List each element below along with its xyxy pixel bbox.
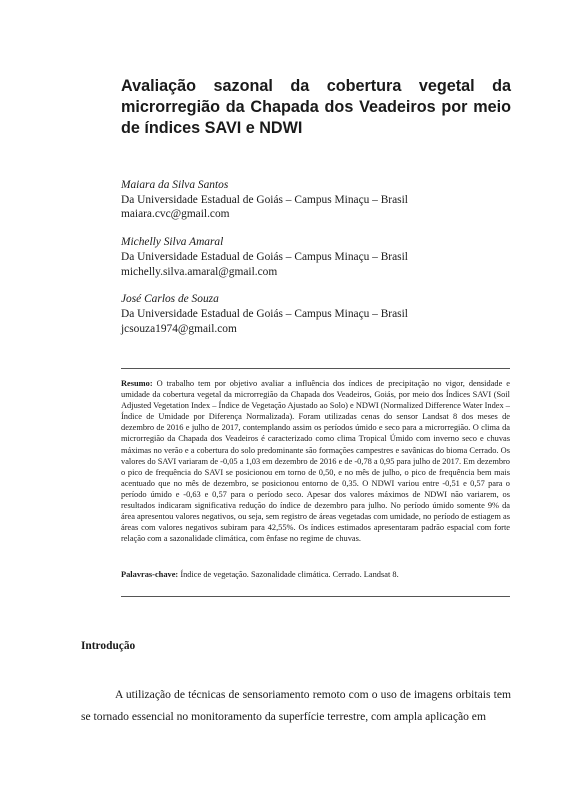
author-name: Maiara da Silva Santos — [121, 179, 229, 191]
author-affiliation: Da Universidade Estadual de Goiás – Campus Minaçu – Brasil — [121, 250, 408, 263]
abstract-text: O trabalho tem por objetivo avaliar a influência dos índices de precipitação no vigor, densidade e umidade da cobertura vegetal da microrregião da Chapada dos Veadeiros, Goiás, por meio dos Índices SAVI (Soil Adjusted Vegetation Index – Índice de Vegetação Ajustado ao Solo) e NDWI (Normalized Difference Water Index – Índice de Umidade por Diferença Normalizada). Foram utilizadas cenas do sensor Landsat 8 dos meses de dezembro de 2016 e julho de 2017, contemplando assim os períodos úmido e seco para a microrregião. O clima da microrregião da Chapada dos Veadeiros é caracterizado como clima Tropical Úmido com inverno seco e chuvas máximas no verão e a cobertura do solo predominante são formações campestres e savânicas do bioma Cerrado. Os valores do SAVI variaram de -0,05 a 1,03 em dezembro de 2016 e de -0,78 a 0,95 para julho de 2017. Em dezembro o pico de frequência do SAVI se posicionou em torno de 0,50, e no mês de julho, o pico de frequência bem mais acentuado que no mês de dezembro, se posicionou entorno de 0,35. O NDWI variou entre -0,51 e 0,57 para o período úmido e -0,63 e 0,57 para o período seco. Apesar dos valores máximos de NDWI não variarem, os resultados indicaram significativa redução do índice de dezembro para julho. No período úmido somente 9% da área apresentou valores negativos, ou seja, sem registro de áreas vegetadas com umidade, no período de estiagem as áreas com valores negativos subiram para 42,55%. Os índices estimados apresentaram padrão espacial com forte relação com a sazonalidade climática, com ênfase no regime de chuvas. — [121, 379, 511, 544]
abstract-top-divider — [121, 368, 510, 369]
paper-title: Avaliação sazonal da cobertura vegetal da microrregião da Chapada dos Veadeiros por meio de índices SAVI e NDWI — [121, 77, 511, 137]
abstract — [121, 378, 510, 544]
keywords-label: Palavras-chave: — [121, 570, 179, 579]
intro-paragraph: A utilização de técnicas de sensoriamento remoto com o uso de imagens orbitais tem se tornado essencial no monitoramento da superfície terrestre, com ampla aplicação em — [81, 688, 511, 723]
author-list — [121, 178, 521, 349]
author-name: Michelly Silva Amaral — [121, 236, 224, 249]
section-heading: Introdução — [81, 640, 136, 652]
author-email: michelly.silva.amaral@gmail.com — [121, 265, 278, 278]
abstract-bottom-divider — [121, 596, 510, 597]
author-block — [121, 178, 521, 222]
author-email: maiara.cvc@gmail.com — [121, 208, 230, 221]
author-name: José Carlos de Souza — [121, 293, 219, 306]
keywords-text: Índice de vegetação. Sazonalidade climática. Cerrado. Landsat 8. — [180, 570, 399, 579]
author-affiliation: Da Universidade Estadual de Goiás – Campus Minaçu – Brasil — [121, 193, 408, 206]
author-block — [121, 235, 521, 279]
author-block — [121, 292, 521, 336]
author-email: jcsouza1974@gmail.com — [121, 322, 237, 335]
keywords — [121, 569, 510, 580]
author-affiliation: Da Universidade Estadual de Goiás – Campus Minaçu – Brasil — [121, 307, 408, 320]
abstract-label: Resumo: — [121, 379, 153, 388]
